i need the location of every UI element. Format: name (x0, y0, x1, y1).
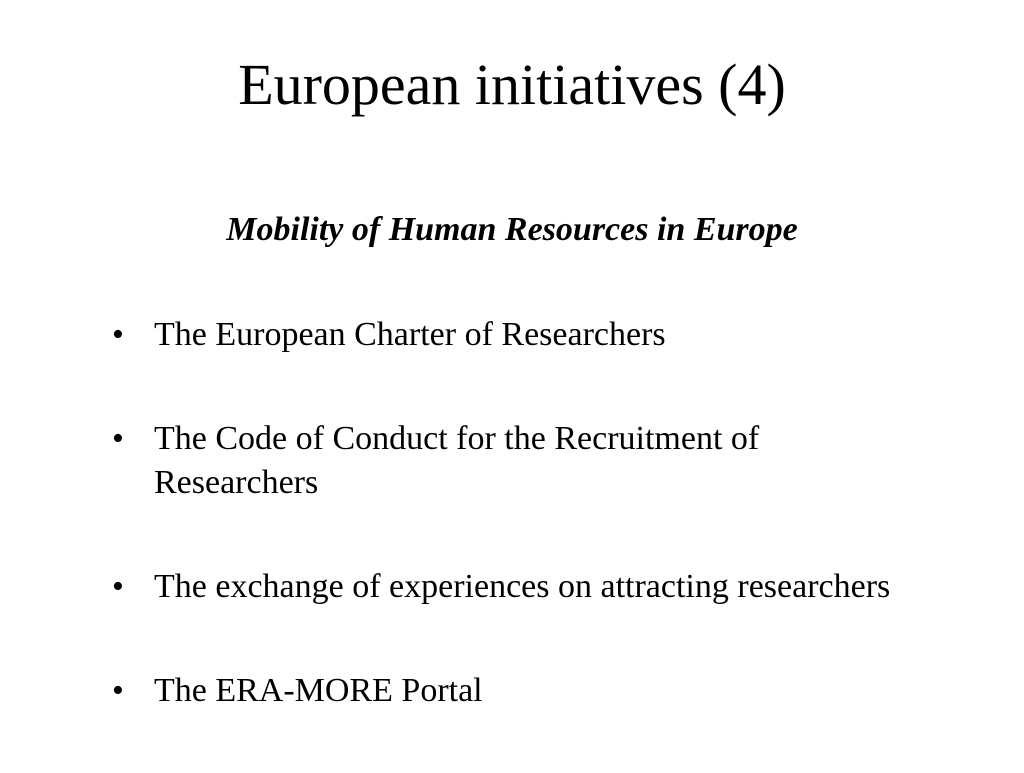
bullet-item-charter (112, 313, 912, 357)
bullet-text: The Code of Conduct for the Recruitment of Researchers (154, 420, 760, 501)
bullet-icon: • (112, 568, 124, 605)
slide-subtitle: Mobility of Human Resources in Europe (226, 211, 798, 248)
bullet-text: The European Charter of Researchers (154, 316, 666, 353)
bullet-item-portal (112, 669, 912, 713)
bullet-icon: • (112, 316, 124, 353)
bullet-icon: • (112, 672, 124, 709)
bullet-text: The exchange of experiences on attracting researchers (154, 568, 891, 605)
bullet-list (112, 313, 912, 773)
bullet-item-exchange (112, 565, 912, 609)
bullet-text: The ERA-MORE Portal (154, 672, 483, 709)
bullet-item-code-of-conduct (112, 417, 912, 505)
bullet-icon: • (112, 420, 124, 457)
slide-title: European initiatives (4) (238, 52, 786, 117)
